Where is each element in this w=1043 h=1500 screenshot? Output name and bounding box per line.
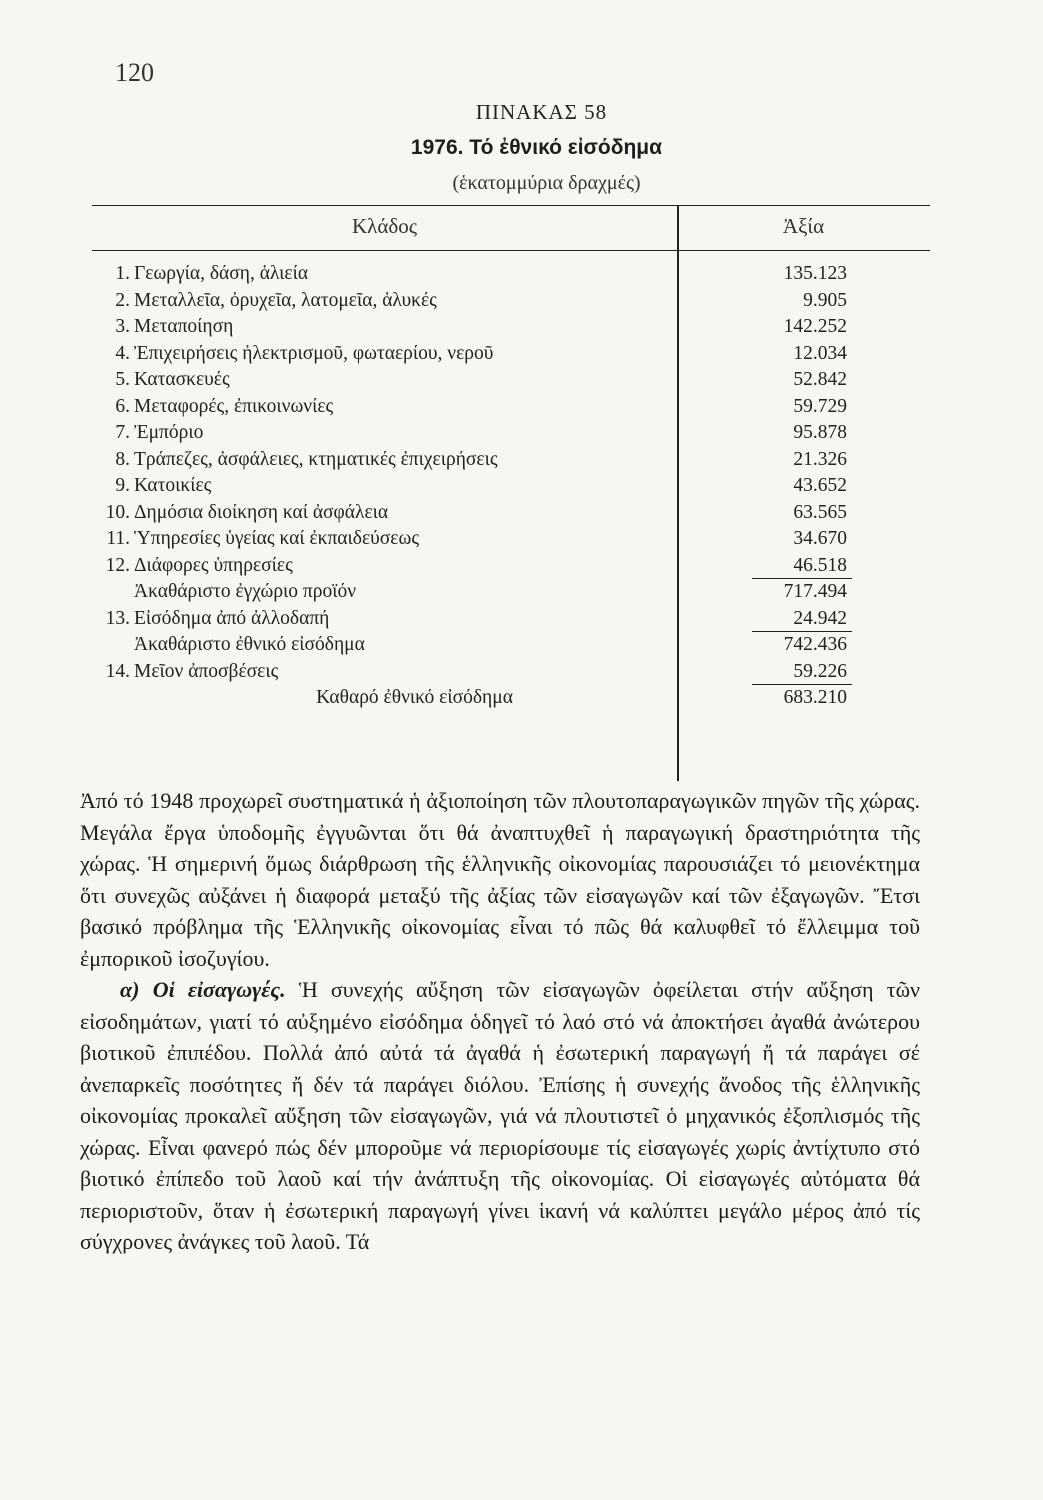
row-number: 12. (105, 554, 130, 576)
body-text (80, 785, 920, 1258)
table-row (92, 661, 930, 687)
income-table (92, 205, 930, 781)
table-row-subtotal (92, 634, 930, 660)
table-row (92, 290, 930, 316)
row-value: 135.123 (783, 263, 847, 284)
row-number: 8. (115, 448, 130, 470)
subtotal-rule (752, 631, 852, 632)
row-number: 2. (115, 289, 130, 311)
row-label: Μεταφορές, ἐπικοινωνίες (134, 395, 334, 417)
row-value: 59.226 (793, 660, 847, 682)
row-label: Ἀκαθάριστο ἐγχώριο προϊόν (134, 581, 357, 602)
paragraph-imports (80, 974, 920, 1258)
row-label: Γεωργία, δάση, ἁλιεία (134, 263, 309, 284)
row-value: 95.878 (793, 422, 847, 443)
row-label: Κατοικίες (134, 475, 212, 496)
table-row (92, 396, 930, 422)
row-label: Ἐμπόριο (134, 422, 204, 443)
table-row-subtotal (92, 581, 930, 607)
row-value: 46.518 (793, 554, 847, 576)
table-row (92, 369, 930, 395)
row-value: 12.034 (793, 342, 847, 364)
row-number: 10. (105, 501, 130, 523)
table-body (92, 251, 930, 781)
table-label: ΠΙΝΑΚΑΣ 58 (475, 100, 608, 124)
row-number: 7. (115, 422, 130, 443)
table-row (92, 449, 930, 475)
table-row (92, 555, 930, 581)
table-row (92, 502, 930, 528)
row-value: 63.565 (793, 501, 847, 523)
row-number: 6. (115, 395, 130, 417)
table-row-total (92, 687, 930, 713)
section-subheading: α) Οἱ εἰσαγωγές. (120, 977, 286, 1002)
row-number: 11. (106, 528, 130, 549)
row-label: Διάφορες ὑπηρεσίες (134, 554, 293, 576)
row-label: Δημόσια διοίκηση καί ἀσφάλεια (134, 501, 389, 523)
row-label: Μεταποίηση (134, 316, 234, 337)
row-value: 52.842 (793, 369, 847, 390)
table-row (92, 528, 930, 554)
row-value: 742.436 (783, 634, 847, 655)
table-title: 1976. Τό ἐθνικό εἰσόδημα (410, 136, 663, 159)
row-value: 9.905 (803, 289, 847, 311)
subtotal-rule (752, 578, 852, 579)
paragraph-intro: Ἀπό τό 1948 προχωρεῖ συστηματικά ἡ ἀξιοποίηση τῶν πλουτοπαραγωγικῶν πηγῶν τῆς χώρας. Μεγάλα ἔργα ὑποδομῆς ἐγγυῶνται ὅτι θά ἀναπτυχθεῖ ἡ παραγωγική δραστηριότητα τῆς χώρας. Ἡ σημερινή ὅμως διάρθρωση τῆς ἑλληνικῆς οἰκονομίας παρουσιάζει τό μειονέκτημα ὅτι συνεχῶς αὐξάνει ἡ διαφορά μεταξύ τῆς ἀξίας τῶν εἰσαγωγῶν καί τῶν ἐξαγωγῶν. Ἔτσι βασικό πρόβλημα τῆς Ἑλληνικῆς οἰκονομίας εἶναι τό πῶς θά καλυφθεῖ τό ἔλλειμμα τοῦ ἐμπορικοῦ ἰσοζυγίου. (80, 788, 920, 971)
table-row (92, 422, 930, 448)
row-label: Μεταλλεῖα, ὀρυχεῖα, λατομεῖα, ἁλυκές (134, 289, 437, 311)
table-row (92, 316, 930, 342)
table-row (92, 475, 930, 501)
table-header (92, 206, 930, 251)
row-number: 4. (115, 342, 130, 364)
row-number: 5. (115, 369, 130, 390)
table-subtitle: (ἑκατομμύρια δραχμές) (452, 172, 641, 194)
table-row (92, 608, 930, 634)
column-header-value: Ἀξία (782, 214, 825, 238)
row-value: 683.210 (783, 687, 847, 708)
row-value: 21.326 (793, 448, 847, 470)
table-row (92, 343, 930, 369)
row-label: Ἀκαθάριστο ἐθνικό εἰσόδημα (134, 634, 365, 655)
row-number: 3. (115, 316, 130, 337)
row-value: 142.252 (783, 316, 847, 337)
page-number: 120 (115, 58, 154, 87)
row-label: Ἐπιχειρήσεις ἠλεκτρισμοῦ, φωταερίου, νεροῦ (134, 342, 494, 364)
row-label: Εἰσόδημα ἀπό ἀλλοδαπή (134, 607, 330, 629)
row-label: Τράπεζες, ἀσφάλειες, κτηματικές ἐπιχειρήσεις (134, 448, 498, 470)
table-row (92, 263, 930, 289)
row-value: 717.494 (783, 581, 847, 602)
row-number: 13. (105, 607, 130, 629)
column-header-sector: Κλάδος (351, 214, 418, 238)
total-rule (752, 684, 852, 685)
row-value: 24.942 (793, 607, 847, 629)
row-number: 9. (115, 475, 130, 496)
row-label: Καθαρό ἐθνικό εἰσόδημα (316, 687, 513, 708)
row-label: Μεῖον ἀποσβέσεις (134, 660, 279, 682)
row-value: 59.729 (793, 395, 847, 417)
row-label: Κατασκευές (134, 369, 230, 390)
row-number: 1. (115, 263, 130, 284)
row-value: 43.652 (793, 475, 847, 496)
row-label: Ὑπηρεσίες ὑγείας καί ἐκπαιδεύσεως (134, 528, 420, 549)
row-number: 14. (105, 660, 130, 682)
paragraph-imports-text: Ἡ συνεχής αὔξηση τῶν εἰσαγωγῶν ὀφείλεται στήν αὔξηση τῶν εἰσοδημάτων, γιατί τό αὐξημένο εἰσόδημα ὁδηγεῖ τό λαό στό νά ἀποκτήσει ἀγαθά ἀνώτερου βιοτικοῦ ἐπιπέδου. Πολλά ἀπό αὐτά τά ἀγαθά ἡ ἐσωτερική παραγωγή ἤ τά παράγει σέ ἀνεπαρκεῖς ποσότητες ἤ δέν τά παράγει διόλου. Ἐπίσης ἡ συνεχής ἄνοδος τῆς ἑλληνικῆς οἰκονομίας προκαλεῖ αὔξηση τῶν εἰσαγωγῶν, γιά νά πλουτιστεῖ ὁ μηχανικός ἐξοπλισμός τῆς χώρας. Εἶναι φανερό πώς δέν μποροῦμε νά περιορίσουμε τίς εἰσαγωγές χωρίς ἀντίχτυπο στό βιοτικό ἐπίπεδο τοῦ λαοῦ καί τήν ἀνάπτυξη τῆς οἰκονομίας. Οἱ εἰσαγωγές αὐτόματα θά περιοριστοῦν, ὅταν ἡ ἐσωτερική παραγωγή γίνει ἱκανή νά καλύπτει μεγάλο μέρος ἀπό τίς σύγχρονες ἀνάγκες τοῦ λαοῦ. Τά (80, 977, 921, 1254)
row-value: 34.670 (793, 528, 847, 549)
